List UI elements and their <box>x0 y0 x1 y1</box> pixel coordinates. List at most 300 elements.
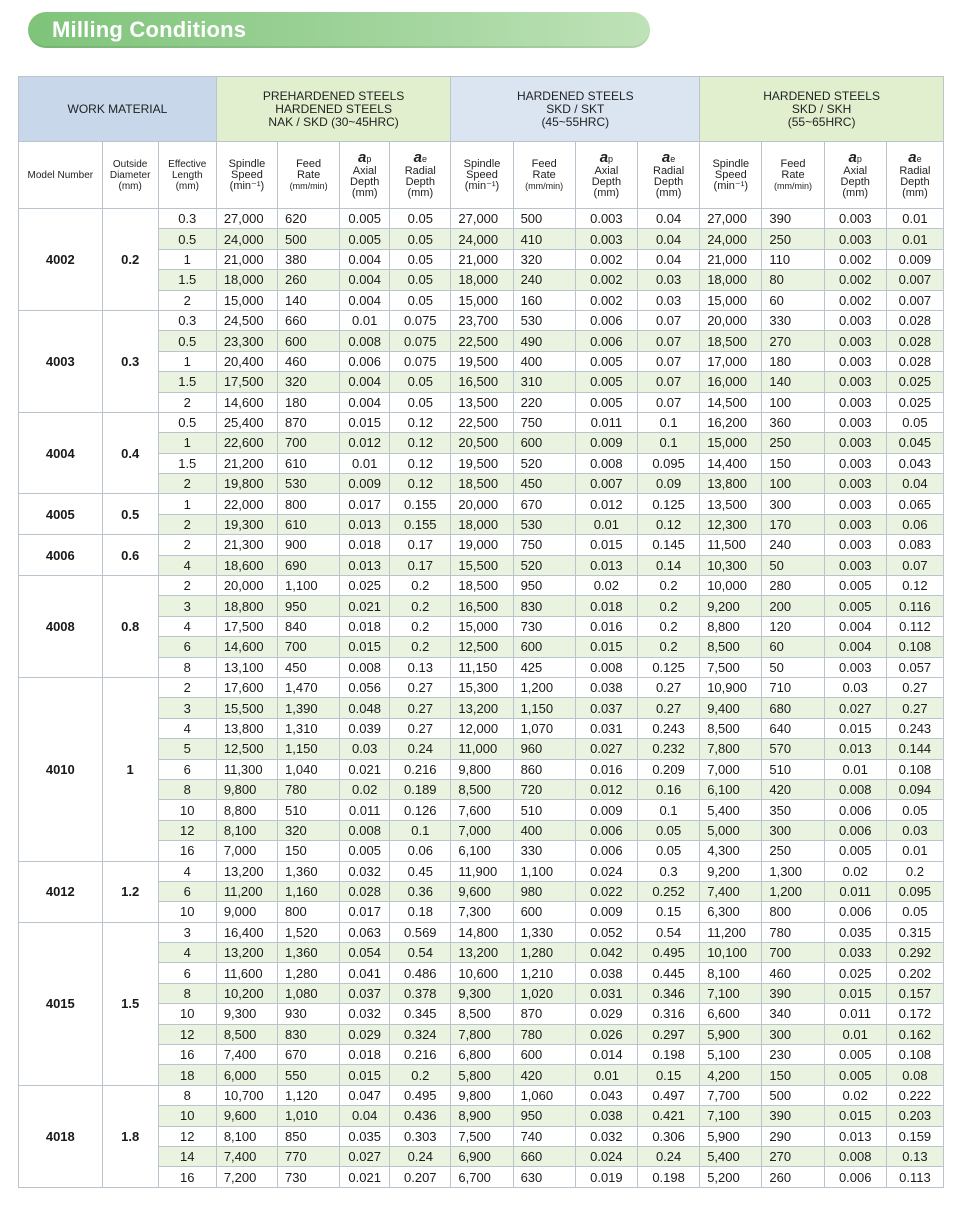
model-number-cell: 4003 <box>19 310 103 412</box>
radial-depth-cell: 0.095 <box>637 453 699 473</box>
axial-depth-cell: 0.03 <box>824 677 886 697</box>
feed-rate-cell: 100 <box>762 474 824 494</box>
axial-depth-cell: 0.005 <box>824 841 886 861</box>
axial-depth-cell: 0.002 <box>575 249 637 269</box>
feed-rate-cell: 610 <box>278 514 340 534</box>
feed-rate-cell: 690 <box>278 555 340 575</box>
spindle-speed-cell: 19,000 <box>451 535 513 555</box>
axial-depth-cell: 0.015 <box>575 535 637 555</box>
axial-depth-cell: 0.005 <box>575 372 637 392</box>
table-row <box>19 1106 944 1126</box>
feed-rate-cell: 1,010 <box>278 1106 340 1126</box>
spindle-speed-cell: 13,100 <box>216 657 277 677</box>
feed-rate-cell: 830 <box>513 596 575 616</box>
spindle-speed-cell: 21,000 <box>216 249 277 269</box>
feed-rate-cell: 780 <box>513 1024 575 1044</box>
effective-length-header: Effective Length (mm) <box>158 142 216 209</box>
axial-depth-cell: 0.022 <box>575 881 637 901</box>
axial-depth-cell: 0.006 <box>575 841 637 861</box>
spindle-speed-cell: 18,500 <box>451 474 513 494</box>
spindle-speed-cell: 9,800 <box>451 759 513 779</box>
feed-rate-cell: 100 <box>762 392 824 412</box>
axial-depth-header-hardened-45-55: ap Axial Depth (mm) <box>575 142 637 209</box>
radial-depth-cell: 0.36 <box>390 881 451 901</box>
spindle-speed-cell: 15,500 <box>216 698 277 718</box>
axial-depth-cell: 0.004 <box>340 290 390 310</box>
spindle-speed-cell: 7,600 <box>451 800 513 820</box>
feed-rate-cell: 390 <box>762 1106 824 1126</box>
section-title: Milling Conditions <box>52 17 247 42</box>
radial-depth-cell: 0.497 <box>637 1085 699 1105</box>
radial-depth-cell: 0.112 <box>886 616 943 636</box>
radial-depth-cell: 0.028 <box>886 310 943 330</box>
feed-rate-cell: 260 <box>278 270 340 290</box>
axial-depth-cell: 0.003 <box>824 351 886 371</box>
effective-length-cell: 1 <box>158 433 216 453</box>
table-row <box>19 1045 944 1065</box>
radial-depth-cell: 0.155 <box>390 514 451 534</box>
table-row <box>19 249 944 269</box>
spindle-speed-cell: 24,000 <box>216 229 277 249</box>
milling-conditions-table <box>18 76 944 1188</box>
axial-depth-cell: 0.008 <box>824 1146 886 1166</box>
radial-depth-cell: 0.025 <box>886 392 943 412</box>
feed-rate-cell: 330 <box>513 841 575 861</box>
feed-rate-cell: 1,360 <box>278 861 340 881</box>
axial-depth-cell: 0.037 <box>340 983 390 1003</box>
axial-depth-cell: 0.003 <box>824 331 886 351</box>
radial-depth-cell: 0.05 <box>886 800 943 820</box>
feed-rate-cell: 1,470 <box>278 677 340 697</box>
spindle-speed-cell: 18,500 <box>700 331 762 351</box>
radial-depth-cell: 0.03 <box>637 290 699 310</box>
radial-depth-cell: 0.198 <box>637 1167 699 1187</box>
feed-rate-cell: 630 <box>513 1167 575 1187</box>
radial-depth-cell: 0.2 <box>637 616 699 636</box>
effective-length-cell: 8 <box>158 779 216 799</box>
spindle-speed-cell: 17,000 <box>700 351 762 371</box>
radial-depth-cell: 0.155 <box>390 494 451 514</box>
radial-depth-cell: 0.12 <box>637 514 699 534</box>
spindle-speed-cell: 4,300 <box>700 841 762 861</box>
radial-depth-cell: 0.108 <box>886 1045 943 1065</box>
effective-length-cell: 4 <box>158 943 216 963</box>
axial-depth-cell: 0.008 <box>824 779 886 799</box>
feed-rate-cell: 550 <box>278 1065 340 1085</box>
axial-depth-cell: 0.003 <box>824 453 886 473</box>
model-number-cell: 4008 <box>19 576 103 678</box>
feed-rate-cell: 700 <box>278 433 340 453</box>
spindle-speed-cell: 7,100 <box>700 983 762 1003</box>
radial-depth-cell: 0.007 <box>886 270 943 290</box>
axial-depth-cell: 0.005 <box>824 1045 886 1065</box>
table-row <box>19 841 944 861</box>
model-number-cell: 4015 <box>19 922 103 1085</box>
feed-rate-cell: 240 <box>762 535 824 555</box>
feed-rate-cell: 180 <box>762 351 824 371</box>
feed-rate-cell: 250 <box>762 841 824 861</box>
axial-depth-cell: 0.056 <box>340 677 390 697</box>
radial-depth-cell: 0.094 <box>886 779 943 799</box>
radial-depth-cell: 0.1 <box>390 820 451 840</box>
spindle-speed-cell: 24,000 <box>451 229 513 249</box>
spindle-speed-cell: 9,200 <box>700 596 762 616</box>
spindle-speed-cell: 13,200 <box>451 698 513 718</box>
radial-depth-cell: 0.05 <box>390 372 451 392</box>
spindle-speed-cell: 17,500 <box>216 372 277 392</box>
feed-rate-cell: 860 <box>513 759 575 779</box>
axial-depth-cell: 0.033 <box>824 943 886 963</box>
radial-depth-cell: 0.18 <box>390 902 451 922</box>
table-row <box>19 1085 944 1105</box>
radial-depth-cell: 0.27 <box>886 677 943 697</box>
spindle-speed-cell: 10,000 <box>700 576 762 596</box>
axial-depth-cell: 0.004 <box>340 270 390 290</box>
radial-depth-cell: 0.01 <box>886 841 943 861</box>
effective-length-cell: 1 <box>158 351 216 371</box>
feed-rate-cell: 750 <box>513 412 575 432</box>
spindle-speed-cell: 10,100 <box>700 943 762 963</box>
axial-depth-cell: 0.019 <box>575 1167 637 1187</box>
radial-depth-cell: 0.189 <box>390 779 451 799</box>
radial-depth-cell: 0.045 <box>886 433 943 453</box>
spindle-speed-cell: 10,300 <box>700 555 762 575</box>
spindle-speed-cell: 7,700 <box>700 1085 762 1105</box>
model-number-cell: 4010 <box>19 677 103 861</box>
model-number-header: Model Number <box>19 142 103 209</box>
axial-depth-cell: 0.013 <box>340 514 390 534</box>
feed-rate-cell: 1,100 <box>278 576 340 596</box>
outside-diameter-cell: 0.4 <box>102 412 158 494</box>
effective-length-cell: 12 <box>158 1024 216 1044</box>
feed-rate-cell: 570 <box>762 739 824 759</box>
feed-rate-cell: 780 <box>762 922 824 942</box>
radial-depth-cell: 0.09 <box>637 474 699 494</box>
effective-length-cell: 12 <box>158 820 216 840</box>
radial-depth-cell: 0.198 <box>637 1045 699 1065</box>
axial-depth-cell: 0.003 <box>824 433 886 453</box>
table-body <box>19 209 944 1188</box>
radial-depth-cell: 0.028 <box>886 351 943 371</box>
axial-depth-cell: 0.008 <box>340 820 390 840</box>
table-row <box>19 1146 944 1166</box>
radial-depth-cell: 0.24 <box>390 739 451 759</box>
spindle-speed-cell: 6,700 <box>451 1167 513 1187</box>
radial-depth-cell: 0.162 <box>886 1024 943 1044</box>
group-header-prehardened: PREHARDENED STEELS HARDENED STEELS NAK / SKD (30~45HRC) <box>216 77 451 142</box>
spindle-speed-cell: 9,300 <box>216 1004 277 1024</box>
radial-depth-cell: 0.07 <box>637 351 699 371</box>
axial-depth-header-prehardened: ap Axial Depth (mm) <box>340 142 390 209</box>
feed-rate-cell: 120 <box>762 616 824 636</box>
feed-rate-cell: 460 <box>762 963 824 983</box>
spindle-speed-cell: 20,000 <box>216 576 277 596</box>
spindle-speed-cell: 24,000 <box>700 229 762 249</box>
effective-length-cell: 16 <box>158 841 216 861</box>
axial-depth-cell: 0.015 <box>340 637 390 657</box>
axial-depth-cell: 0.043 <box>575 1085 637 1105</box>
table-row <box>19 596 944 616</box>
feed-rate-cell: 600 <box>513 902 575 922</box>
spindle-speed-cell: 5,900 <box>700 1024 762 1044</box>
radial-depth-cell: 0.144 <box>886 739 943 759</box>
axial-depth-cell: 0.005 <box>824 596 886 616</box>
radial-depth-cell: 0.05 <box>390 392 451 412</box>
spindle-speed-header-prehardened: Spindle Speed (min⁻¹) <box>216 142 277 209</box>
axial-depth-cell: 0.052 <box>575 922 637 942</box>
feed-rate-cell: 950 <box>513 576 575 596</box>
feed-rate-cell: 700 <box>278 637 340 657</box>
axial-depth-cell: 0.003 <box>575 209 637 229</box>
radial-depth-cell: 0.12 <box>390 453 451 473</box>
feed-rate-cell: 620 <box>278 209 340 229</box>
table-row <box>19 657 944 677</box>
feed-rate-cell: 260 <box>762 1167 824 1187</box>
table-row <box>19 922 944 942</box>
radial-depth-cell: 0.2 <box>390 1065 451 1085</box>
feed-rate-cell: 1,210 <box>513 963 575 983</box>
effective-length-cell: 4 <box>158 861 216 881</box>
table-row <box>19 677 944 697</box>
axial-depth-cell: 0.002 <box>824 249 886 269</box>
axial-depth-cell: 0.021 <box>340 1167 390 1187</box>
feed-rate-cell: 640 <box>762 718 824 738</box>
effective-length-cell: 14 <box>158 1146 216 1166</box>
axial-depth-cell: 0.032 <box>340 1004 390 1024</box>
radial-depth-cell: 0.07 <box>637 310 699 330</box>
axial-depth-cell: 0.002 <box>824 270 886 290</box>
axial-depth-cell: 0.032 <box>575 1126 637 1146</box>
radial-depth-cell: 0.54 <box>637 922 699 942</box>
table-row <box>19 372 944 392</box>
feed-rate-cell: 230 <box>762 1045 824 1065</box>
radial-depth-cell: 0.07 <box>886 555 943 575</box>
axial-depth-cell: 0.018 <box>575 596 637 616</box>
table-row <box>19 1004 944 1024</box>
radial-depth-cell: 0.378 <box>390 983 451 1003</box>
radial-depth-cell: 0.2 <box>886 861 943 881</box>
radial-depth-cell: 0.17 <box>390 535 451 555</box>
feed-rate-cell: 960 <box>513 739 575 759</box>
effective-length-cell: 2 <box>158 392 216 412</box>
radial-depth-cell: 0.03 <box>637 270 699 290</box>
radial-depth-cell: 0.207 <box>390 1167 451 1187</box>
radial-depth-cell: 0.2 <box>390 637 451 657</box>
radial-depth-cell: 0.232 <box>637 739 699 759</box>
axial-depth-cell: 0.003 <box>824 310 886 330</box>
radial-depth-cell: 0.24 <box>390 1146 451 1166</box>
effective-length-cell: 2 <box>158 576 216 596</box>
spindle-speed-cell: 14,500 <box>700 392 762 412</box>
feed-rate-cell: 510 <box>762 759 824 779</box>
axial-depth-cell: 0.006 <box>824 820 886 840</box>
feed-rate-cell: 1,020 <box>513 983 575 1003</box>
radial-depth-cell: 0.15 <box>637 902 699 922</box>
feed-rate-cell: 770 <box>278 1146 340 1166</box>
axial-depth-cell: 0.003 <box>824 392 886 412</box>
radial-depth-cell: 0.2 <box>637 576 699 596</box>
feed-rate-cell: 170 <box>762 514 824 534</box>
radial-depth-cell: 0.116 <box>886 596 943 616</box>
model-number-cell: 4005 <box>19 494 103 535</box>
model-number-cell: 4004 <box>19 412 103 494</box>
axial-depth-cell: 0.011 <box>575 412 637 432</box>
spindle-speed-cell: 11,500 <box>700 535 762 555</box>
radial-depth-cell: 0.05 <box>390 290 451 310</box>
table-row <box>19 718 944 738</box>
radial-depth-cell: 0.27 <box>886 698 943 718</box>
feed-rate-cell: 680 <box>762 698 824 718</box>
axial-depth-cell: 0.004 <box>340 392 390 412</box>
feed-rate-cell: 450 <box>278 657 340 677</box>
axial-depth-cell: 0.026 <box>575 1024 637 1044</box>
spindle-speed-cell: 21,000 <box>451 249 513 269</box>
group-header-hardened-45-55: HARDENED STEELS SKD / SKT (45~55HRC) <box>451 77 700 142</box>
effective-length-cell: 10 <box>158 1106 216 1126</box>
spindle-speed-cell: 5,800 <box>451 1065 513 1085</box>
feed-rate-cell: 80 <box>762 270 824 290</box>
effective-length-cell: 0.5 <box>158 412 216 432</box>
axial-depth-cell: 0.01 <box>824 759 886 779</box>
radial-depth-cell: 0.095 <box>886 881 943 901</box>
axial-depth-cell: 0.01 <box>575 514 637 534</box>
feed-rate-cell: 320 <box>513 249 575 269</box>
effective-length-cell: 18 <box>158 1065 216 1085</box>
feed-rate-cell: 850 <box>278 1126 340 1146</box>
feed-rate-cell: 1,150 <box>513 698 575 718</box>
table-row <box>19 290 944 310</box>
axial-depth-cell: 0.002 <box>824 290 886 310</box>
spindle-speed-cell: 7,000 <box>700 759 762 779</box>
radial-depth-cell: 0.297 <box>637 1024 699 1044</box>
table-row <box>19 412 944 432</box>
spindle-speed-cell: 15,000 <box>700 433 762 453</box>
spindle-speed-cell: 6,300 <box>700 902 762 922</box>
radial-depth-cell: 0.075 <box>390 310 451 330</box>
spindle-speed-cell: 8,500 <box>700 637 762 657</box>
axial-depth-cell: 0.02 <box>575 576 637 596</box>
axial-depth-cell: 0.01 <box>824 1024 886 1044</box>
axial-depth-cell: 0.035 <box>824 922 886 942</box>
effective-length-cell: 6 <box>158 881 216 901</box>
feed-rate-cell: 600 <box>513 637 575 657</box>
table-row <box>19 1126 944 1146</box>
axial-depth-cell: 0.015 <box>575 637 637 657</box>
axial-depth-cell: 0.063 <box>340 922 390 942</box>
spindle-speed-cell: 8,800 <box>216 800 277 820</box>
axial-depth-cell: 0.015 <box>824 983 886 1003</box>
radial-depth-cell: 0.007 <box>886 290 943 310</box>
radial-depth-cell: 0.252 <box>637 881 699 901</box>
table-row <box>19 576 944 596</box>
spindle-speed-cell: 5,400 <box>700 1146 762 1166</box>
feed-rate-cell: 670 <box>278 1045 340 1065</box>
radial-depth-cell: 0.203 <box>886 1106 943 1126</box>
axial-depth-cell: 0.002 <box>575 270 637 290</box>
axial-depth-cell: 0.005 <box>340 209 390 229</box>
axial-depth-cell: 0.016 <box>575 759 637 779</box>
effective-length-cell: 8 <box>158 657 216 677</box>
axial-depth-cell: 0.015 <box>340 412 390 432</box>
spindle-speed-cell: 11,000 <box>451 739 513 759</box>
table-row <box>19 494 944 514</box>
radial-depth-cell: 0.3 <box>637 861 699 881</box>
axial-depth-cell: 0.018 <box>340 1045 390 1065</box>
feed-rate-cell: 740 <box>513 1126 575 1146</box>
axial-depth-cell: 0.027 <box>340 1146 390 1166</box>
spindle-speed-cell: 14,600 <box>216 637 277 657</box>
table-row <box>19 739 944 759</box>
table-row <box>19 820 944 840</box>
spindle-speed-cell: 5,900 <box>700 1126 762 1146</box>
axial-depth-cell: 0.004 <box>824 616 886 636</box>
feed-rate-cell: 660 <box>513 1146 575 1166</box>
outside-diameter-header: Outside Diameter (mm) <box>102 142 158 209</box>
spindle-speed-cell: 15,000 <box>216 290 277 310</box>
feed-rate-cell: 930 <box>278 1004 340 1024</box>
axial-depth-cell: 0.014 <box>575 1045 637 1065</box>
axial-depth-cell: 0.008 <box>575 453 637 473</box>
feed-rate-cell: 390 <box>762 209 824 229</box>
spindle-speed-cell: 21,000 <box>700 249 762 269</box>
radial-depth-cell: 0.346 <box>637 983 699 1003</box>
spindle-speed-cell: 19,500 <box>451 453 513 473</box>
radial-depth-cell: 0.075 <box>390 351 451 371</box>
feed-rate-cell: 710 <box>762 677 824 697</box>
feed-rate-cell: 300 <box>762 1024 824 1044</box>
axial-depth-cell: 0.013 <box>824 1126 886 1146</box>
table-row <box>19 1065 944 1085</box>
table-row <box>19 779 944 799</box>
feed-rate-cell: 1,120 <box>278 1085 340 1105</box>
spindle-speed-cell: 13,200 <box>216 943 277 963</box>
radial-depth-cell: 0.108 <box>886 637 943 657</box>
effective-length-cell: 2 <box>158 514 216 534</box>
axial-depth-cell: 0.006 <box>575 310 637 330</box>
axial-depth-cell: 0.005 <box>824 1065 886 1085</box>
axial-depth-cell: 0.041 <box>340 963 390 983</box>
table-row <box>19 861 944 881</box>
feed-rate-cell: 490 <box>513 331 575 351</box>
feed-rate-cell: 350 <box>762 800 824 820</box>
feed-rate-cell: 140 <box>762 372 824 392</box>
spindle-speed-cell: 6,100 <box>451 841 513 861</box>
feed-rate-cell: 460 <box>278 351 340 371</box>
feed-rate-cell: 1,200 <box>762 881 824 901</box>
feed-rate-cell: 1,390 <box>278 698 340 718</box>
axial-depth-cell: 0.015 <box>824 718 886 738</box>
effective-length-cell: 2 <box>158 290 216 310</box>
radial-depth-cell: 0.126 <box>390 800 451 820</box>
feed-rate-cell: 830 <box>278 1024 340 1044</box>
effective-length-cell: 6 <box>158 963 216 983</box>
radial-depth-cell: 0.2 <box>637 596 699 616</box>
radial-depth-cell: 0.08 <box>886 1065 943 1085</box>
effective-length-cell: 1.5 <box>158 372 216 392</box>
radial-depth-cell: 0.025 <box>886 372 943 392</box>
spindle-speed-cell: 27,000 <box>451 209 513 229</box>
axial-depth-header-hardened-55-65: ap Axial Depth (mm) <box>824 142 886 209</box>
axial-depth-cell: 0.01 <box>575 1065 637 1085</box>
spindle-speed-cell: 7,400 <box>700 881 762 901</box>
spindle-speed-cell: 9,600 <box>451 881 513 901</box>
radial-depth-cell: 0.057 <box>886 657 943 677</box>
axial-depth-cell: 0.003 <box>824 474 886 494</box>
outside-diameter-cell: 0.8 <box>102 576 158 678</box>
radial-depth-cell: 0.12 <box>390 433 451 453</box>
table-row <box>19 209 944 229</box>
spindle-speed-cell: 14,600 <box>216 392 277 412</box>
